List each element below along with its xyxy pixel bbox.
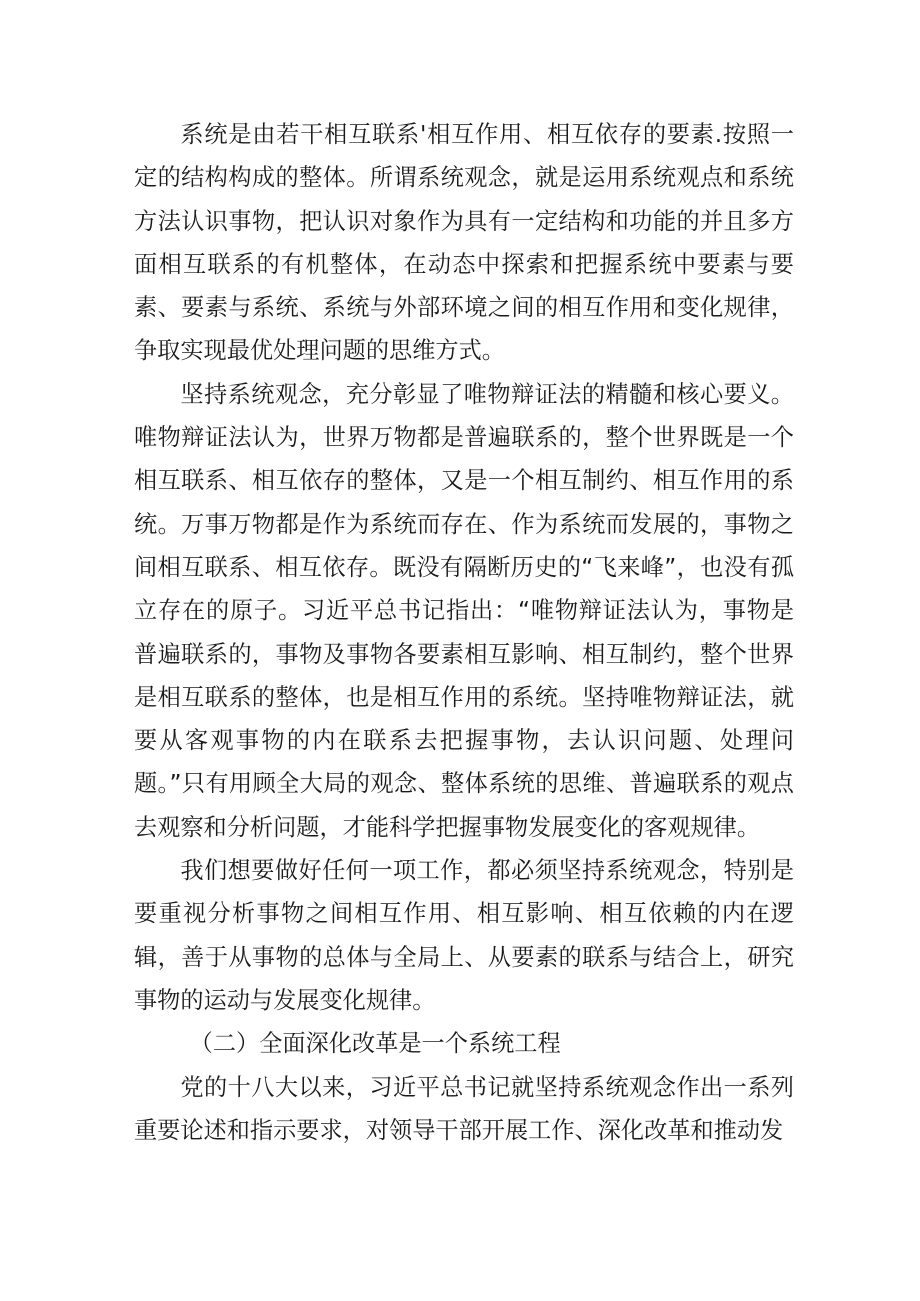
paragraph-dialectics: 坚持系统观念，充分彰显了唯物辩证法的精髓和核心要义。唯物辩证法认为，世界万物都是普遍联系的，整个世界既是一个相互联系、相互依存的整体，又是一个相互制约、相互作用的系统。万事万物都是作为系统而存在、作为系统而发展的，事物之间相互联系、相互依存。既没有隔断历史的“飞来峰”，也没有孤立存在的原子。习近平总书记指出：“唯物辩证法认为，事物是普遍联系的，事物及事物各要素相互影响、相互制约，整个世界是相互联系的整体，也是相互作用的系统。坚持唯物辩证法，就要从客观事物的内在联系去把握事物，去认识问题、处理问题。”只有用顾全大局的观念、整体系统的思维、普遍联系的观点去观察和分析问题，才能科学把握事物发展变化的客观规律。 <box>134 380 794 841</box>
paragraph-work-approach: 我们想要做好任何一项工作，都必须坚持系统观念，特别是要重视分析事物之间相互作用、相互影响、相互依赖的内在逻辑，善于从事物的总体与全局上、从要素的联系与结合上，研究事物的运动与发展变化规律。 <box>134 857 794 1014</box>
section-heading: （二）全面深化改革是一个系统工程 <box>189 1030 561 1058</box>
paragraph-system-definition: 系统是由若干相互联系'相互作用、相互依存的要素.按照一定的结构构成的整体。所谓系统观念，就是运用系统观点和系统方法认识事物，把认识对象作为具有一定结构和功能的并且多方面相互联系的有机整体，在动态中探索和把握系统中要素与要素、要素与系统、系统与外部环境之间的相互作用和变化规律，争取实现最优处理问题的思维方式。 <box>134 121 794 365</box>
paragraph-party-congress: 党的十八大以来，习近平总书记就坚持系统观念作出一系列重要论述和指示要求，对领导干部开展工作、深化改革和推动发 <box>134 1073 794 1144</box>
document-body <box>134 113 794 1152</box>
